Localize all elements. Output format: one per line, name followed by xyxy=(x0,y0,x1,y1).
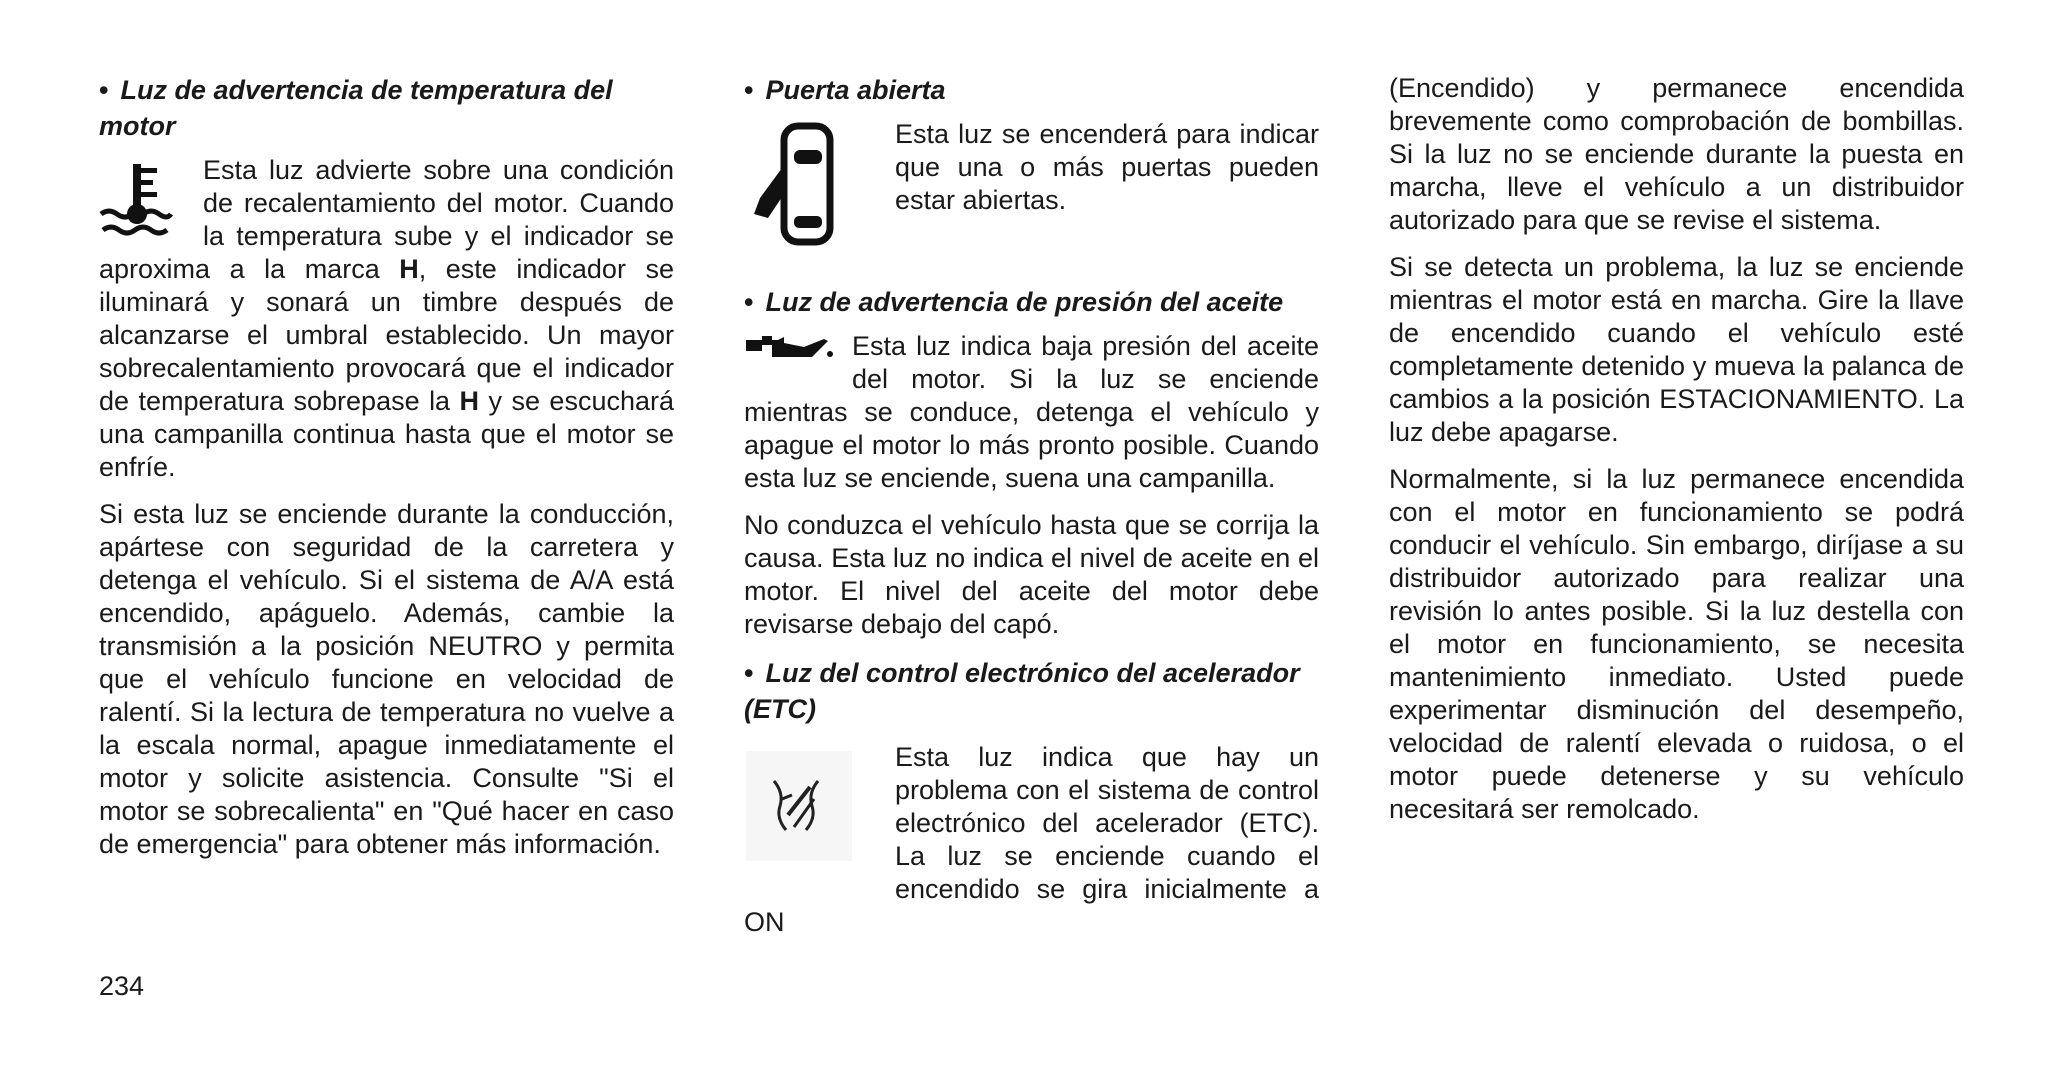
temperature-warning-paragraph-1: Esta luz advierte sobre una condición de recalentamiento del motor. Cuando la temperatura sube y el indicador se aproxima a la marca H, este indicador se iluminará y sonará un timbre después de alcanzarse el umbral establecido. Un mayor sobrecalentamiento provocará que el indicador de temperatura sobrepase la H y se escuchará una campanilla continua hasta que el motor se enfríe. xyxy=(99,155,675,482)
etc-heading: • Luz del control electrónico del acelerador (ETC) xyxy=(744,658,1300,724)
bullet: • xyxy=(744,658,754,688)
etc-continued-paragraph-1: (Encendido) y permanece encendida brevemente como comprobación de bombillas. Si la luz no se enciende durante la puesta en marcha, lleve el vehículo a un distribuidor autorizado para que se revise el sistema. xyxy=(1389,73,1964,235)
oil-pressure-heading: • Luz de advertencia de presión del aceite xyxy=(744,287,1284,317)
page-number: 234 xyxy=(99,971,145,1001)
column-3 xyxy=(1389,72,1964,840)
engine-coolant-temperature-icon xyxy=(99,160,203,250)
etc-paragraph: Esta luz indica que hay un problema con el sistema de control electrónico del acelerador (ETC). La luz se enciende cuando el encendido se gira inicialmente a ON xyxy=(744,742,1319,937)
temperature-warning-paragraph-2: Si esta luz se enciende durante la conducción, apártese con seguridad de la carretera y detenga el vehículo. Si el sistema de A/A está encendido, apáguelo. Además, cambie la transmisión a la posición NEUTRO y permita que el vehículo funcione en velocidad de ralentí. Si la lectura de temperatura no vuelve a la escala normal, apague inmediatamente el motor y solicite asistencia. Consulte "Si el motor se sobrecalienta" en "Qué hacer en caso de emergencia" para obtener más información. xyxy=(99,499,674,859)
oil-pressure-paragraph-1: Esta luz indica baja presión del aceite del motor. Si la luz se enciende mientras se conduce, detenga el vehículo y apague el motor lo más pronto posible. Cuando esta luz se enciende, suena una campanilla. xyxy=(744,331,1319,493)
etc-continued-paragraph-3: Normalmente, si la luz permanece encendida con el motor en funcionamiento se podrá conducir el vehículo. Sin embargo, diríjase a su distribuidor autorizado para realizar una revisión lo antes posible. Si la luz destella con el motor en funcionamiento, se necesita mantenimiento inmediato. Usted puede experimentar disminución del desempeño, velocidad de ralentí elevada o ruidosa, o el motor puede detenerse y su vehículo necesitará ser remolcado. xyxy=(1389,464,1964,824)
column-1 xyxy=(99,72,674,875)
bullet: • xyxy=(744,75,754,105)
column-2 xyxy=(744,72,1319,953)
electronic-throttle-control-icon xyxy=(744,741,895,901)
bullet: • xyxy=(99,75,109,105)
door-open-heading: • Puerta abierta xyxy=(744,75,946,105)
bullet: • xyxy=(744,287,754,317)
door-open-paragraph: Esta luz se encenderá para indicar que una o más puertas pueden estar abiertas. xyxy=(744,118,1319,248)
oil-pressure-icon xyxy=(744,332,852,366)
etc-continued-paragraph-2: Si se detecta un problema, la luz se enciende mientras el motor está en marcha. Gire la llave de encendido cuando el vehículo esté completamente detenido y mueva la palanca de cambios a la posición ESTACIONAMIENTO. La luz debe apagarse. xyxy=(1389,252,1964,447)
door-open-icon xyxy=(744,120,895,250)
temperature-warning-heading: • Luz de advertencia de temperatura del motor xyxy=(99,75,613,141)
oil-pressure-paragraph-2: No conduzca el vehículo hasta que se corrija la causa. Esta luz no indica el nivel de aceite en el motor. El nivel del aceite del motor debe revisarse debajo del capó. xyxy=(744,510,1319,639)
